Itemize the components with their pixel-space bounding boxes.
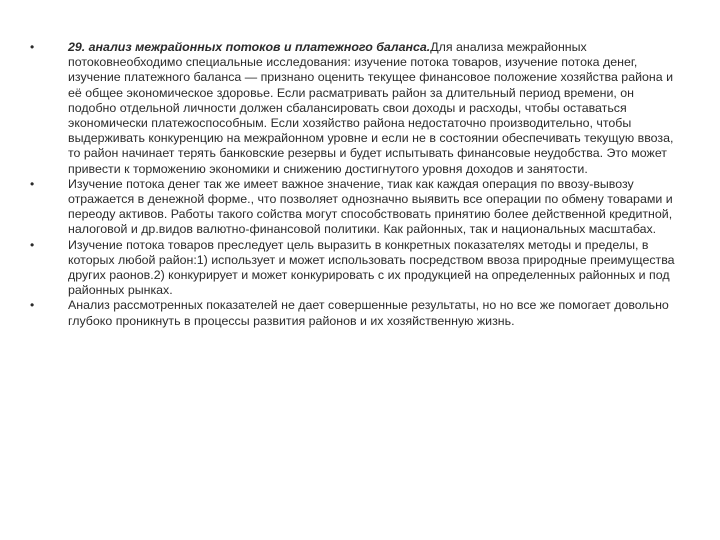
bullet-item-goods-flow [30, 238, 680, 299]
bullet-marker: • [30, 298, 35, 313]
section-heading: 29. анализ межрайонных потоков и платежного баланса. [68, 40, 431, 54]
bullet-item-money-flow [30, 177, 680, 238]
bullet-text: Изучение потока денег так же имеет важное значение, тиак как каждая операция по ввозу-вывозу отражается в денежной форме., что позволяет однозначно выявить все операции по обмену товарами и переоду активов. Работы такого сойства могут способствовать принятию более действенной кредитной, налоговой и др.видов валютно-финансовой политики. Как районных, так и национальных масштабах. [68, 176, 673, 237]
bullet-marker: • [30, 237, 35, 252]
bullet-list [30, 40, 680, 329]
bullet-text: Для анализа межрайонных потоковнеобходимо специальные исследования: изучение потока товаров, изучение потока денег, изучение платежного баланса — признано оценить текущее финансовое положение хозяйства района и её общее экономическое здоровье. Если расматривать район за длительный период времени, он подобно отдельной личности должен сбалансировать свои доходы и расходы, чтобы оставаться экономически платежоспособным. Если хозяйство района недостаточно производительно, чтобы выдерживать конкуренцию на межрайонном уровне и если не в состоянии обеспечивать текущую ввоза, то район начинает терять банковские резервы и будет испытывать финансовые неудобства. Это может привести к торможению экономики и снижению достигнутого уровня доходов и занятости. [68, 40, 674, 176]
bullet-item-analysis [30, 40, 680, 177]
bullet-marker: • [30, 176, 35, 191]
bullet-text: Изучение потока товаров преследует цель выразить в конкретных показателях методы и пределы, в которых любой район:1) использует и может использовать посредством ввоза природные преимущества других раонов.2) конкурирует и может конкурировать с их продукцией на определенных районных и под районных рынках. [68, 237, 675, 298]
bullet-text: Анализ рассмотренных показателей не дает совершенные результаты, но но все же помогает довольно глубоко проникнуть в процессы развития районов и их хозяйственную жизнь. [68, 298, 669, 328]
bullet-marker: • [30, 40, 35, 54]
bullet-item-conclusion [30, 298, 680, 328]
